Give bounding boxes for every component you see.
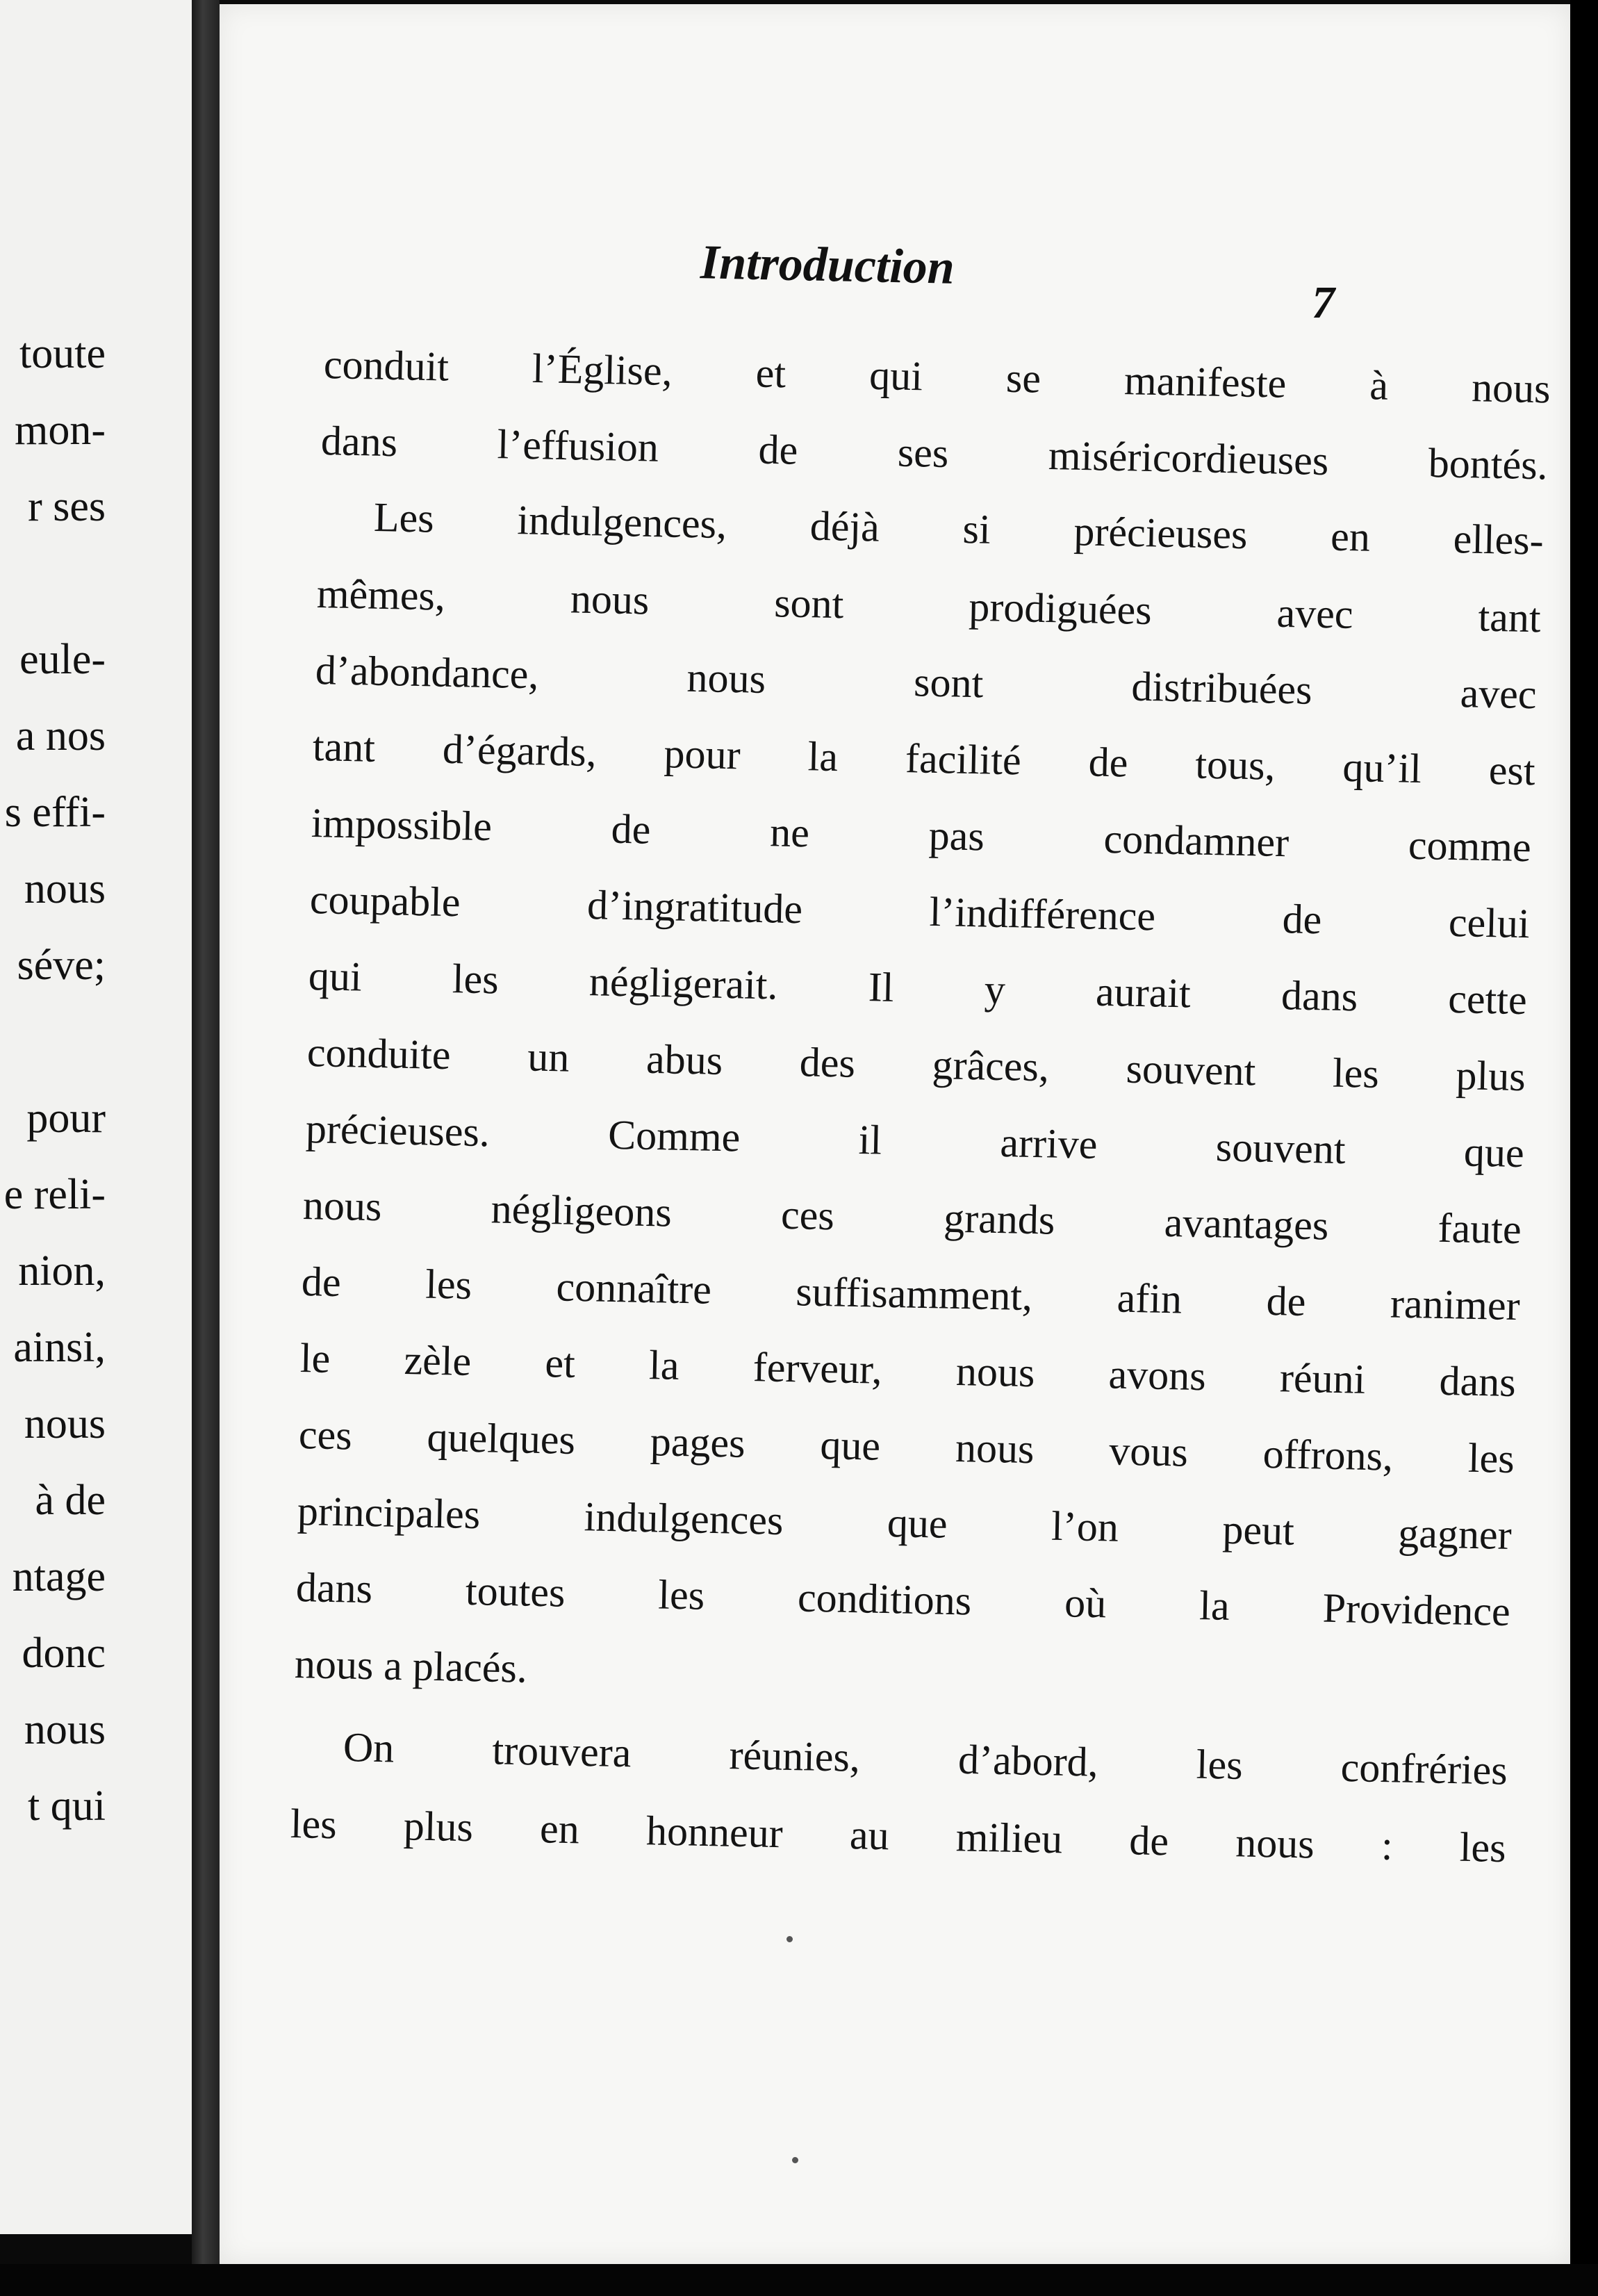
word: avons — [1108, 1351, 1207, 1400]
word: les — [452, 956, 500, 1003]
word: milieu — [955, 1814, 1063, 1862]
word: offrons, — [1262, 1430, 1394, 1479]
previous-page-line: e reli- — [3, 1171, 106, 1218]
word: Les — [373, 494, 435, 541]
word: plus — [403, 1803, 474, 1851]
previous-page-line: ainsi, — [13, 1324, 106, 1371]
word: d’ingratitude — [586, 882, 803, 933]
text-line — [302, 1182, 1522, 1253]
word: l’effusion — [497, 421, 659, 470]
word: faute — [1438, 1204, 1522, 1253]
previous-page-line: eule- — [19, 636, 106, 683]
word: précieuses. — [305, 1106, 491, 1156]
word: miséricordieuses — [1048, 432, 1329, 484]
word: nous — [570, 575, 650, 623]
body-text — [220, 4, 1570, 2264]
word: ces — [780, 1191, 835, 1239]
word: au — [849, 1812, 890, 1859]
word: les — [1459, 1823, 1507, 1871]
word: que — [1463, 1129, 1525, 1176]
word: de — [1088, 739, 1129, 786]
text-line — [299, 1335, 1517, 1406]
word: cette — [1447, 975, 1528, 1024]
word: l’indifférence — [929, 888, 1156, 940]
word: gagner — [1397, 1509, 1513, 1559]
word: pas — [928, 812, 985, 860]
word: les — [425, 1261, 472, 1308]
word: conditions — [797, 1574, 972, 1624]
word: souvent — [1126, 1045, 1256, 1094]
text-line — [343, 1724, 1508, 1794]
word: est — [1488, 746, 1536, 794]
previous-page-line: pour — [26, 1094, 106, 1142]
word: facilité — [905, 735, 1022, 784]
text-line — [301, 1258, 1521, 1329]
text-line — [306, 1029, 1526, 1100]
word: qui — [308, 953, 363, 1000]
word: tant — [312, 723, 376, 771]
word: pour — [664, 730, 741, 778]
word: et — [755, 350, 786, 397]
word: connaître — [556, 1263, 712, 1313]
word: nous — [1235, 1819, 1315, 1867]
ink-speck — [786, 1936, 793, 1942]
word: de — [301, 1258, 342, 1306]
word: négligeons — [491, 1186, 673, 1236]
word: comme — [1408, 821, 1532, 871]
word: les — [657, 1571, 705, 1618]
ink-speck — [792, 2157, 798, 2163]
word: ferveur, — [752, 1344, 883, 1393]
word: zèle — [403, 1337, 472, 1384]
word: indulgences — [584, 1493, 784, 1544]
text-line — [295, 1564, 1511, 1635]
word: les — [1196, 1741, 1244, 1788]
word: abus — [645, 1035, 723, 1084]
word: elles- — [1453, 516, 1545, 564]
word: avec — [1460, 670, 1538, 718]
text-line — [309, 876, 1531, 947]
word: celui — [1448, 899, 1531, 947]
text-line — [308, 953, 1528, 1024]
word: en — [539, 1805, 580, 1853]
word: confréries — [1340, 1744, 1508, 1794]
scan-right-edge — [1570, 0, 1598, 2296]
text-line — [305, 1108, 1524, 1174]
word: tous, — [1194, 741, 1276, 789]
word: toutes — [465, 1567, 566, 1616]
previous-page-line: nous — [24, 1400, 106, 1448]
word: impossible — [311, 800, 493, 850]
word: ses — [897, 429, 949, 477]
text-line — [315, 647, 1538, 718]
text-line — [320, 418, 1549, 489]
word: d’égards, — [442, 725, 598, 776]
scan-bottom-edge — [0, 2264, 1598, 2296]
previous-page-line: à de — [35, 1477, 106, 1524]
word: pages — [650, 1418, 746, 1466]
previous-page-line: r ses — [28, 483, 106, 530]
word: dans — [320, 418, 398, 466]
word: manifeste — [1123, 357, 1287, 407]
word: quelques — [426, 1413, 576, 1463]
word: la — [807, 733, 839, 780]
word: suffisamment, — [795, 1268, 1033, 1320]
running-head: Introduction — [700, 236, 955, 295]
word: ranimer — [1390, 1280, 1521, 1329]
word: qui — [868, 352, 923, 400]
word: d’abord, — [957, 1736, 1099, 1785]
word: Comme — [607, 1111, 741, 1161]
word: dans — [1280, 972, 1358, 1020]
word: dans — [1438, 1357, 1517, 1406]
word: déjà — [809, 502, 880, 550]
word: prodiguées — [968, 583, 1153, 634]
word: et — [544, 1340, 576, 1386]
word: que — [819, 1422, 881, 1469]
previous-page-line: séve; — [17, 942, 106, 989]
word: conduite — [306, 1029, 452, 1079]
word: avantages — [1164, 1199, 1329, 1249]
previous-page-line: t qui — [28, 1782, 106, 1830]
word: tant — [1477, 593, 1542, 641]
word: grâces, — [932, 1042, 1050, 1090]
word: peut — [1221, 1506, 1295, 1554]
word: condamner — [1103, 815, 1290, 866]
word: de — [1282, 896, 1323, 943]
text-line — [297, 1488, 1513, 1559]
previous-page-line: mon- — [15, 407, 106, 454]
word: se — [1005, 354, 1041, 402]
text-line — [323, 341, 1551, 412]
word: trouvera — [491, 1727, 632, 1776]
word: que — [887, 1500, 948, 1547]
word: Il — [868, 964, 895, 1010]
text-line — [311, 800, 1532, 871]
binding-gutter — [192, 0, 220, 2296]
text-line — [312, 725, 1535, 792]
word: vous — [1108, 1427, 1189, 1475]
word: de — [757, 426, 798, 473]
word: mêmes, — [316, 571, 446, 619]
text-line — [298, 1411, 1515, 1482]
word: en — [1330, 513, 1371, 560]
page-number: 7 — [1312, 277, 1335, 328]
word: nous — [955, 1347, 1035, 1396]
word: précieuses — [1073, 508, 1249, 558]
word: nous — [1471, 364, 1551, 412]
word: Providence — [1322, 1584, 1511, 1635]
word: si — [962, 506, 991, 552]
word: où — [1064, 1580, 1107, 1627]
word: réuni — [1279, 1354, 1366, 1402]
word: ne — [769, 809, 810, 856]
book-page — [220, 4, 1570, 2264]
word: nous — [302, 1182, 382, 1230]
word: sont — [913, 659, 984, 707]
previous-page-fragment — [0, 0, 192, 2234]
text-line — [316, 573, 1541, 639]
text-line — [290, 1803, 1506, 1869]
text-line: nous a placés. — [294, 1641, 528, 1691]
previous-page-line: toute — [19, 330, 106, 377]
word: des — [799, 1039, 856, 1086]
word: y — [984, 966, 1006, 1013]
word: les — [1332, 1049, 1380, 1097]
word: la — [648, 1342, 680, 1388]
word: le — [299, 1335, 331, 1381]
word: honneur — [645, 1807, 784, 1857]
word: un — [527, 1033, 570, 1081]
word: afin — [1117, 1274, 1183, 1322]
previous-page-line: ntage — [12, 1553, 106, 1600]
word: distribuées — [1130, 663, 1313, 713]
word: dans — [295, 1564, 373, 1612]
word: réunies, — [729, 1732, 861, 1780]
word: principales — [297, 1488, 481, 1538]
word: coupable — [309, 876, 461, 926]
word: les — [1467, 1434, 1515, 1482]
word: nous — [955, 1424, 1035, 1473]
previous-page-line: a nos — [15, 712, 106, 760]
previous-page-line: s effi- — [4, 789, 106, 836]
word: à — [1369, 362, 1389, 409]
word: l’Église, — [532, 345, 673, 395]
word: conduit — [323, 341, 450, 390]
word: : — [1381, 1822, 1394, 1869]
word: arrive — [999, 1120, 1098, 1167]
word: nous — [686, 654, 766, 703]
word: souvent — [1215, 1124, 1346, 1173]
word: grands — [943, 1195, 1055, 1243]
word: il — [858, 1116, 882, 1163]
word: On — [343, 1724, 395, 1771]
word: aurait — [1095, 968, 1192, 1017]
previous-page-line: nous — [24, 865, 106, 912]
word: de — [1128, 1817, 1169, 1864]
word: plus — [1455, 1052, 1526, 1100]
previous-page-line: nous — [24, 1706, 106, 1753]
word: les — [290, 1801, 338, 1848]
word: négligerait. — [588, 958, 779, 1008]
word: bontés. — [1428, 440, 1549, 489]
text-line — [373, 494, 1545, 564]
word: l’on — [1051, 1502, 1119, 1550]
word: sont — [773, 580, 845, 628]
word: de — [611, 805, 652, 853]
word: d’abondance, — [315, 647, 540, 698]
word: qu’il — [1342, 744, 1422, 792]
word: indulgences, — [516, 497, 727, 548]
word: avec — [1276, 589, 1354, 637]
word: de — [1266, 1277, 1307, 1325]
previous-page-line: donc — [22, 1630, 106, 1677]
word: la — [1198, 1582, 1230, 1629]
previous-page-line: nion, — [18, 1247, 106, 1295]
word: ces — [298, 1411, 353, 1459]
